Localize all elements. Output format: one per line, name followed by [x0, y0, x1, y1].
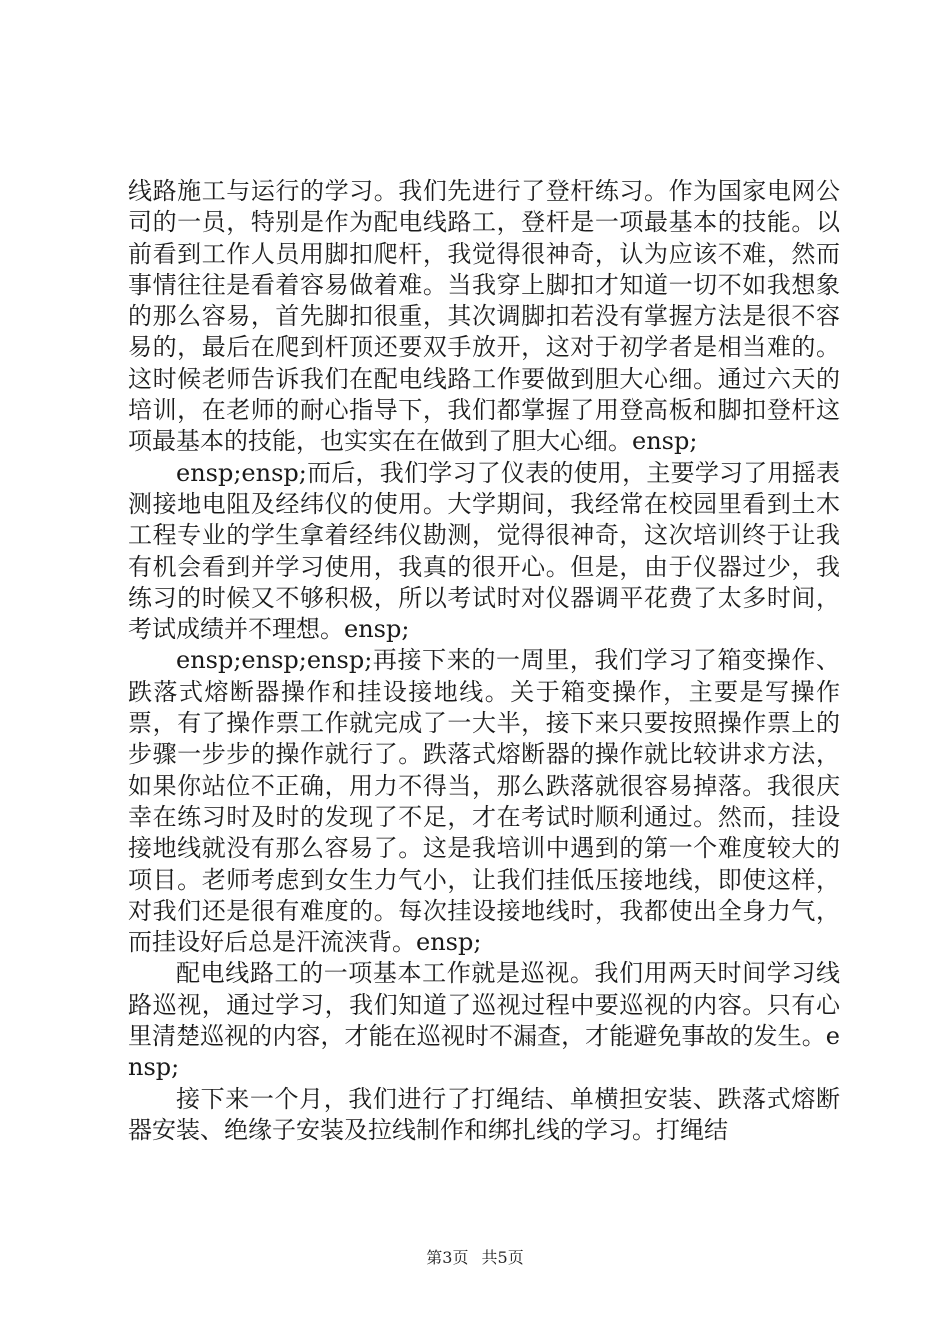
- page-number-total: 共5页: [481, 1248, 524, 1267]
- page-footer: [0, 1245, 950, 1268]
- paragraph-3: ensp;ensp;ensp;再接下来的一周里，我们学习了箱变操作、跌落式熔断器操作和挂设接地线。关于箱变操作，主要是写操作票，有了操作票工作就完成了一大半，接下来只要按照操作票上的步骤一步步的操作就行了。跌落式熔断器的操作就比较讲求方法，如果你站位不正确，用力不得当，那么跌落就很容易掉落。我很庆幸在练习时及时的发现了不足，才在考试时顺利通过。然而，挂设接地线就没有那么容易了。这是我培训中遇到的第一个难度较大的项目。老师考虑到女生力气小，让我们挂低压接地线，即使这样，对我们还是很有难度的。每次挂设接地线时，我都使出全身力气，而挂设好后总是汗流浃背。ensp;: [128, 646, 840, 957]
- paragraph-4: 配电线路工的一项基本工作就是巡视。我们用两天时间学习线路巡视，通过学习，我们知道了巡视过程中要巡视的内容。只有心里清楚巡视的内容，才能在巡视时不漏查，才能避免事故的发生。ensp;: [128, 959, 840, 1082]
- paragraph-5: 接下来一个月，我们进行了打绳结、单横担安装、跌落式熔断器安装、绝缘子安装及拉线制作和绑扎线的学习。打绳结: [128, 1084, 840, 1144]
- paragraph-1: 线路施工与运行的学习。我们先进行了登杆练习。作为国家电网公司的一员，特别是作为配电线路工，登杆是一项最基本的技能。以前看到工作人员用脚扣爬杆，我觉得很神奇，认为应该不难，然而事情往往是看着容易做着难。当我穿上脚扣才知道一切不如我想象的那么容易，首先脚扣很重，其次调脚扣若没有掌握方法是很不容易的，最后在爬到杆顶还要双手放开，这对于初学者是相当难的。这时候老师告诉我们在配电线路工作要做到胆大心细。通过六天的培训，在老师的耐心指导下，我们都掌握了用登高板和脚扣登杆这项最基本的技能，也实实在在做到了胆大心细。ensp;: [128, 177, 840, 456]
- document-body: [128, 176, 840, 1146]
- paragraph-2: ensp;ensp;而后，我们学习了仪表的使用，主要学习了用摇表测接地电阻及经纬仪的使用。大学期间，我经常在校园里看到土木工程专业的学生拿着经纬仪勘测，觉得很神奇，这次培训终于让我有机会看到并学习使用，我真的很开心。但是，由于仪器过少，我练习的时候又不够积极，所以考试时对仪器调平花费了太多时间，考试成绩并不理想。ensp;: [128, 458, 840, 644]
- page-number-current: 第3页: [426, 1248, 469, 1267]
